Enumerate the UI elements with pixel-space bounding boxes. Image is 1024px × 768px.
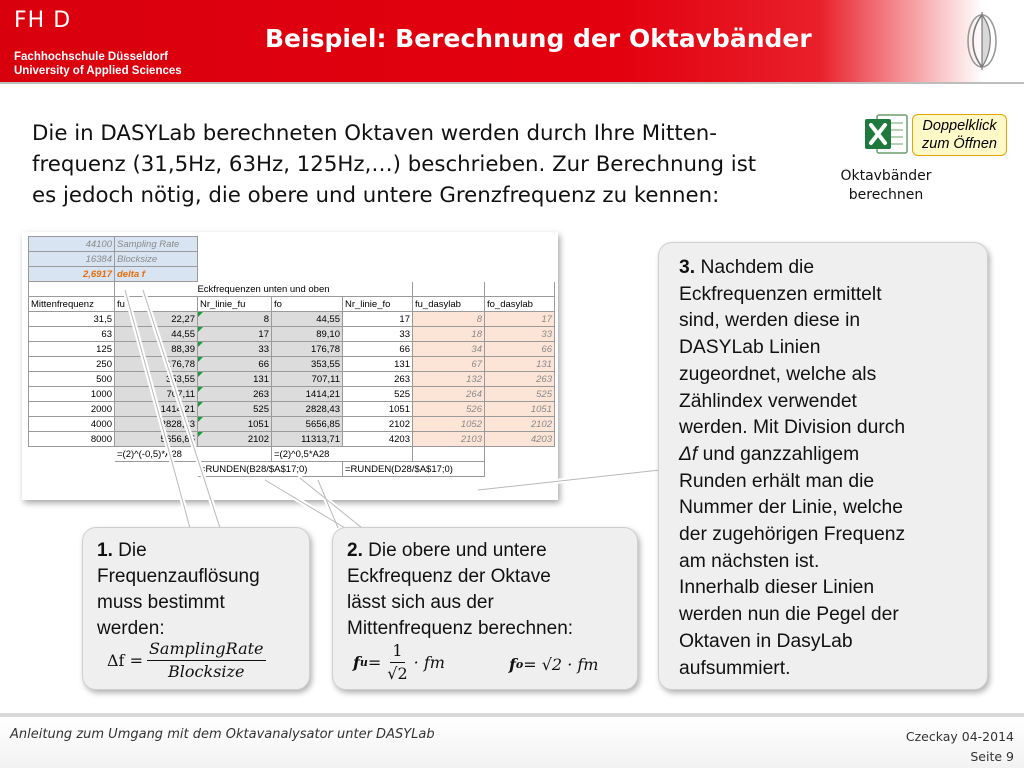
callout-line: Nummer der Linie, welche <box>679 497 903 519</box>
sheet-formula-row <box>29 447 555 462</box>
data-cell: 33 <box>343 327 413 342</box>
sheet-data-row <box>29 387 555 402</box>
data-cell: 2102 <box>485 417 555 432</box>
formula-cell: =RUNDEN(B28/$A$17;0) <box>198 462 343 477</box>
callout-line: aufsummiert. <box>679 657 791 679</box>
sheet-data-row <box>29 372 555 387</box>
data-cell: 17 <box>343 312 413 327</box>
callout-line: Mittenfrequenz berechnen: <box>347 618 574 639</box>
fo-formula <box>509 652 598 678</box>
column-header-cell: Nr_linie_fu <box>198 297 272 312</box>
callout-line: lässt sich aus der <box>347 592 494 613</box>
data-cell: 1052 <box>413 417 485 432</box>
data-cell: 44,55 <box>272 312 343 327</box>
data-cell: 176,78 <box>115 357 198 372</box>
empty-cell <box>343 267 413 282</box>
empty-cell <box>343 252 413 267</box>
data-cell: 66 <box>198 357 272 372</box>
callout-line: Zählindex verwendet <box>679 390 857 412</box>
param-value-cell: 2,6917 <box>29 267 115 282</box>
data-cell: 263 <box>343 372 413 387</box>
column-header-cell: Nr_linie_fo <box>343 297 413 312</box>
callout-line: Eckfrequenzen ermittelt <box>679 283 882 305</box>
param-label-cell: Blocksize <box>115 252 198 267</box>
data-cell: 250 <box>29 357 115 372</box>
callout-line: werden nun die Pegel der <box>679 604 899 626</box>
data-cell: 66 <box>343 342 413 357</box>
formula-fraction <box>147 638 266 683</box>
data-cell: 18 <box>413 327 485 342</box>
data-cell: 125 <box>29 342 115 357</box>
empty-cell <box>485 462 555 477</box>
data-cell: 33 <box>485 327 555 342</box>
data-cell: 63 <box>29 327 115 342</box>
data-cell: 525 <box>343 387 413 402</box>
sheet-data-row <box>29 342 555 357</box>
empty-cell <box>413 282 485 297</box>
sheet-param-row <box>29 237 555 252</box>
callout-corner-frequencies <box>332 527 638 690</box>
excel-caption-line: berechnen <box>848 187 924 203</box>
fo-rhs: = √2 · fm <box>523 655 599 674</box>
slide-header <box>0 0 1024 82</box>
empty-cell <box>198 252 272 267</box>
sheet-param-row <box>29 252 555 267</box>
fu-fraction <box>385 640 409 685</box>
formula-cell: =(2)^0,5*A28 <box>272 447 413 462</box>
data-cell: 67 <box>413 357 485 372</box>
data-cell: 2828,43 <box>115 417 198 432</box>
fu-rhs: · fm <box>413 652 445 672</box>
slide-title: Beispiel: Berechnung der Oktavbänder <box>265 24 812 53</box>
param-value-cell: 16384 <box>29 252 115 267</box>
data-cell: 353,55 <box>272 357 343 372</box>
school-name-de: Fachhochschule Düsseldorf <box>14 51 169 63</box>
excel-file-icon[interactable] <box>863 111 909 157</box>
university-emblem-icon <box>962 10 1002 72</box>
open-hint-line: Doppelklick <box>922 118 997 134</box>
excel-caption-line: Oktavbänder <box>840 168 932 184</box>
data-cell: 131 <box>485 357 555 372</box>
formula-cell: =RUNDEN(D28/$A$17;0) <box>343 462 485 477</box>
data-cell: 263 <box>485 372 555 387</box>
callout-line: sind, werden diese in <box>679 310 861 332</box>
callout-line: muss bestimmt <box>97 592 225 613</box>
data-cell: 353,55 <box>115 372 198 387</box>
data-cell: 707,11 <box>272 372 343 387</box>
intro-text <box>32 118 832 211</box>
data-cell: 31,5 <box>29 312 115 327</box>
data-cell: 176,78 <box>272 342 343 357</box>
empty-cell <box>272 237 343 252</box>
fhd-logo: FH D <box>14 8 72 33</box>
param-label-cell: delta f <box>115 267 198 282</box>
callout-line: der zugehörigen Frequenz <box>679 524 906 546</box>
callout-number: 1. <box>97 540 113 561</box>
empty-cell <box>115 462 198 477</box>
sheet-data-row <box>29 432 555 447</box>
footer <box>0 717 1024 768</box>
empty-cell <box>29 462 115 477</box>
data-cell: 2102 <box>198 432 272 447</box>
data-cell: 1051 <box>343 402 413 417</box>
intro-line: Die in DASYLab berechneten Oktaven werden durch Ihre Mitten- <box>32 121 717 146</box>
callout-line: werden: <box>97 618 165 639</box>
callout-text: Nachdem die <box>695 257 815 278</box>
callout-line-assignment <box>658 242 988 690</box>
callout-line: Innerhalb dieser Linien <box>679 577 875 599</box>
column-header-cell: fu_dasylab <box>413 297 485 312</box>
octave-spreadsheet <box>28 236 555 477</box>
data-cell: 263 <box>198 387 272 402</box>
formula-cell: =(2)^(-0,5)*A28 <box>115 447 272 462</box>
column-header-cell: Mittenfrequenz <box>29 297 115 312</box>
formula-denominator: Blocksize <box>168 662 245 681</box>
callout-line: Runden erhält man die <box>679 470 875 492</box>
data-cell: 8 <box>198 312 272 327</box>
empty-cell <box>272 252 343 267</box>
empty-cell <box>413 237 485 252</box>
empty-cell <box>272 267 343 282</box>
sheet-param-row <box>29 267 555 282</box>
data-cell: 132 <box>413 372 485 387</box>
data-cell: 2102 <box>343 417 413 432</box>
data-cell: 1000 <box>29 387 115 402</box>
formula-numerator: SamplingRate <box>147 638 266 661</box>
fo-symbol: f <box>509 655 516 674</box>
empty-cell <box>485 237 555 252</box>
column-header-cell: fo <box>272 297 343 312</box>
intro-line: frequenz (31,5Hz, 63Hz, 125Hz,…) beschrieben. Zur Berechnung ist <box>32 152 757 177</box>
open-hint-line: zum Öffnen <box>922 136 997 152</box>
data-cell: 66 <box>485 342 555 357</box>
open-hint-box[interactable] <box>912 114 1007 156</box>
callout-line: zugeordnet, welche als <box>679 363 877 385</box>
data-cell: 33 <box>198 342 272 357</box>
data-cell: 88,39 <box>115 342 198 357</box>
empty-cell <box>485 252 555 267</box>
data-cell: 5656,85 <box>272 417 343 432</box>
data-cell: 2000 <box>29 402 115 417</box>
data-cell: 131 <box>343 357 413 372</box>
sheet-column-header-row <box>29 297 555 312</box>
fu-numerator: 1 <box>390 640 404 663</box>
data-cell: 1051 <box>198 417 272 432</box>
column-header-cell: fu <box>115 297 198 312</box>
data-cell: 131 <box>198 372 272 387</box>
empty-cell <box>485 267 555 282</box>
delta-f-formula <box>107 638 266 683</box>
data-cell: 5656,85 <box>115 432 198 447</box>
callout-line: werden. Mit Division durch <box>679 417 906 439</box>
data-cell: 2103 <box>413 432 485 447</box>
callout-line <box>97 538 295 564</box>
sheet-data-row <box>29 357 555 372</box>
empty-cell <box>29 282 115 297</box>
data-cell: 525 <box>485 387 555 402</box>
callout-text: und ganzzahligem <box>697 443 860 465</box>
data-cell: 2828,43 <box>272 402 343 417</box>
school-name <box>14 50 182 78</box>
data-cell: 500 <box>29 372 115 387</box>
data-cell: 44,55 <box>115 327 198 342</box>
callout-line <box>347 538 623 564</box>
data-cell: 17 <box>485 312 555 327</box>
empty-cell <box>413 267 485 282</box>
callout-line: am nächsten ist. <box>679 550 820 572</box>
data-cell: 4203 <box>485 432 555 447</box>
sheet-data-row <box>29 327 555 342</box>
excel-caption <box>823 167 949 205</box>
empty-cell <box>413 447 485 462</box>
fu-symbol: f <box>353 652 360 672</box>
data-cell: 4000 <box>29 417 115 432</box>
fu-formula <box>353 640 445 685</box>
sheet-data-row <box>29 417 555 432</box>
data-cell: 526 <box>413 402 485 417</box>
data-cell: 525 <box>198 402 272 417</box>
footer-page-number: Seite 9 <box>970 749 1014 764</box>
formula-lhs: Δf = <box>107 650 143 670</box>
delta-f-symbol: Δf <box>679 443 698 465</box>
data-cell: 11313,71 <box>272 432 343 447</box>
callout-number: 2. <box>347 540 363 561</box>
callout-line <box>679 442 967 469</box>
data-cell: 22,27 <box>115 312 198 327</box>
empty-cell <box>343 237 413 252</box>
column-header-cell: fo_dasylab <box>485 297 555 312</box>
fo-subscript: o <box>515 658 524 671</box>
data-cell: 1051 <box>485 402 555 417</box>
header-divider <box>0 82 1024 84</box>
sheet-data-row <box>29 402 555 417</box>
callout-line: Eckfrequenz der Oktave <box>347 566 551 587</box>
intro-line: es jedoch nötig, die obere und untere Grenzfrequenz zu kennen: <box>32 183 720 208</box>
data-cell: 264 <box>413 387 485 402</box>
data-cell: 1414,21 <box>272 387 343 402</box>
empty-cell <box>198 237 272 252</box>
footer-document-title: Anleitung zum Umgang mit dem Oktavanalysator unter DASYLab <box>10 727 435 742</box>
data-cell: 17 <box>198 327 272 342</box>
empty-cell <box>198 267 272 282</box>
callout-text: Die obere und untere <box>362 540 547 561</box>
callout-line <box>679 255 967 282</box>
fu-denominator: √2 <box>387 664 408 683</box>
data-cell: 8 <box>413 312 485 327</box>
callout-line: DASYLab Linien <box>679 337 821 359</box>
callout-number: 3. <box>679 257 696 278</box>
fu-equals: = <box>367 652 382 672</box>
sheet-formula-row <box>29 462 555 477</box>
footer-author-date: Czeckay 04-2014 <box>905 729 1014 744</box>
empty-cell <box>29 447 115 462</box>
fu-subscript: u <box>359 655 368 669</box>
empty-cell <box>485 447 555 462</box>
data-cell: 4203 <box>343 432 413 447</box>
data-cell: 8000 <box>29 432 115 447</box>
param-label-cell: Sampling Rate <box>115 237 198 252</box>
sheet-data-row <box>29 312 555 327</box>
callout-line: Oktaven in DasyLab <box>679 630 853 652</box>
empty-cell <box>485 282 555 297</box>
empty-cell <box>413 252 485 267</box>
data-cell: 34 <box>413 342 485 357</box>
data-cell: 707,11 <box>115 387 198 402</box>
callout-frequency-resolution <box>82 527 310 690</box>
param-value-cell: 44100 <box>29 237 115 252</box>
school-name-en: University of Applied Sciences <box>14 65 182 77</box>
callout-text: Die <box>112 540 147 561</box>
sheet-group-header-row <box>29 282 555 297</box>
data-cell: 1414,21 <box>115 402 198 417</box>
data-cell: 89,10 <box>272 327 343 342</box>
callout-line: Frequenzauflösung <box>97 566 260 587</box>
group-header-cell: Eckfrequenzen unten und oben <box>115 282 413 297</box>
